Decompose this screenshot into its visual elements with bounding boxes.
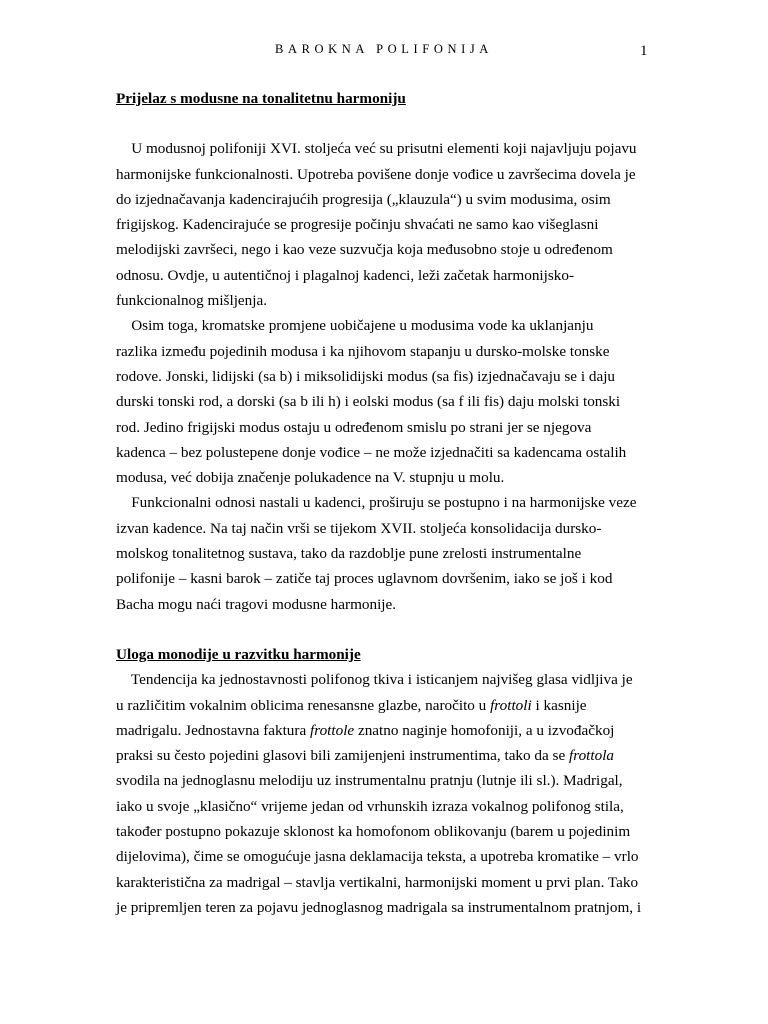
- section-2-body: [116, 667, 656, 920]
- italic-term: frottola: [569, 747, 615, 765]
- text-line: harmonijske funkcionalnosti. Upotreba povišene donje vođice u završecima dovela je: [116, 165, 636, 183]
- text-line: [116, 743, 656, 768]
- italic-term: frottoli: [490, 696, 532, 714]
- text-line: U modusnoj polifoniji XVI. stoljeća već su prisutni elementi koji najavljuju pojavu: [116, 140, 637, 158]
- text-segment: Tendencija ka jednostavnosti polifonog tkiva i isticanjem najvišeg glasa vidljiva je: [116, 671, 633, 689]
- text-line: [116, 819, 656, 844]
- text-line: frigijskog. Kadencirajuće se progresije počinju shvaćati ne samo kao višeglasni: [116, 216, 599, 234]
- text-line: do izjednačavanja kadencirajućih progresija („klauzula“) u svim modusima, osim: [116, 190, 611, 208]
- running-header-title: BAROKNA POLIFONIJA: [275, 42, 493, 56]
- text-line: modusa, već dobija značenje polukadence na V. stupnju u molu.: [116, 469, 505, 487]
- text-line: [116, 718, 656, 743]
- text-line: rod. Jedino frigijski modus ostaju u određenom smislu po strani jer se njegova: [116, 418, 592, 436]
- blank-line: [116, 111, 656, 136]
- text-line: Funkcionalni odnosi nastali u kadenci, proširuju se postupno i na harmonijske veze: [116, 494, 637, 512]
- text-line: [116, 768, 656, 793]
- paragraph: [116, 490, 656, 616]
- text-segment: dijelovima), čime se omogućuje jasna deklamacija teksta, a upotreba kromatike – vrlo: [116, 848, 639, 866]
- text-segment: madrigalu. Jednostavna faktura: [116, 721, 310, 739]
- text-line: rodove. Jonski, lidijski (sa b) i miksolidijski modus (sa fis) izjednačavaju se i daju: [116, 367, 616, 385]
- blank-line: [116, 617, 656, 642]
- text-line: Bacha mogu naći tragovi modusne harmonije.: [116, 595, 397, 613]
- document-body: [116, 86, 656, 920]
- section-heading: Uloga monodije u razvitku harmonije: [116, 646, 361, 664]
- text-line: [116, 693, 656, 718]
- text-line: molskog tonalitetnog sustava, tako da razdoblje pune zrelosti instrumentalne: [116, 545, 582, 563]
- text-segment: je pripremljen teren za pojavu jednoglasnog madrigala sa instrumentalnom pratnjom, i: [116, 898, 642, 916]
- text-segment: također postupno pokazuje sklonost ka homofonom oblikovanju (barem u pojedinim: [116, 823, 631, 841]
- text-line: Osim toga, kromatske promjene uobičajene u modusima vode ka uklanjanju: [116, 317, 594, 335]
- text-line: razlika između pojedinih modusa i ka njihovom stapanju u dursko-molske tonske: [116, 342, 610, 360]
- text-line: odnosu. Ovdje, u autentičnoj i plagalnoj kadenci, leži začetak harmonijsko-: [116, 266, 575, 284]
- text-segment: karakteristična za madrigal – stavlja vertikalni, harmonijski moment u prvi plan. Tako: [116, 873, 639, 891]
- paragraph: [116, 313, 656, 490]
- text-segment: znatno naginje homofoniji, a u izvođačkoj: [354, 721, 615, 739]
- text-line: [116, 844, 656, 869]
- text-segment: iako u svoje „klasično“ vrijeme jedan od vrhunskih izraza vokalnog polifonog stila,: [116, 797, 624, 815]
- section-heading: Prijelaz s modusne na tonalitetnu harmoniju: [116, 90, 406, 107]
- italic-term: frottole: [310, 721, 355, 739]
- page-number: 1: [640, 43, 648, 59]
- text-line: [116, 667, 656, 692]
- section-1-body: [116, 136, 656, 617]
- text-segment: praksi su često pojedini glasovi bili zamijenjeni instrumentima, tako da se: [116, 747, 569, 765]
- text-line: melodijski završeci, nego i kao veze suzvučja koja međusobno stoje u određenom: [116, 241, 613, 259]
- text-line: [116, 870, 656, 895]
- text-line: polifonije – kasni barok – zatiče taj proces uglavnom dovršenim, iako se još i kod: [116, 570, 613, 588]
- text-segment: svodila na jednoglasnu melodiju uz instrumentalnu pratnju (lutnje ili sl.). Madrigal,: [116, 772, 623, 790]
- text-line: kadenca – bez polustepene donje vođice – ne može izjednačiti sa kadencama ostalih: [116, 443, 627, 461]
- text-segment: i kasnije: [531, 696, 587, 714]
- text-segment: u različitim vokalnim oblicima renesansne glazbe, naročito u: [116, 696, 491, 714]
- text-line: durski tonski rod, a dorski (sa b ili h) i eolski modus (sa f ili fis) daju molski tonski: [116, 393, 621, 411]
- text-line: izvan kadence. Na taj način vrši se tijekom XVII. stoljeća konsolidacija dursko-: [116, 519, 602, 537]
- text-line: [116, 794, 656, 819]
- paragraph: [116, 136, 656, 313]
- text-line: [116, 895, 656, 920]
- text-line: funkcionalnog mišljenja.: [116, 292, 267, 310]
